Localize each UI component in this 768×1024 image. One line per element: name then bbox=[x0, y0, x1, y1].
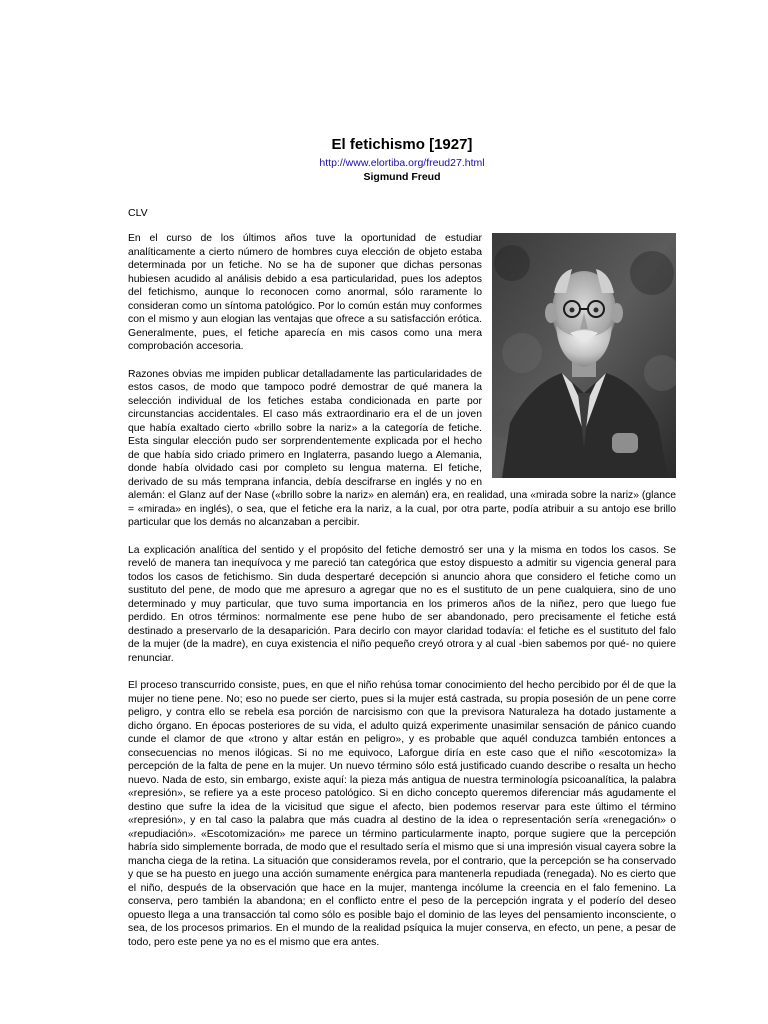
document-title: El fetichismo [1927] bbox=[331, 136, 473, 153]
paragraph-1: En el curso de los últimos años tuve la oportunidad de estudiar analíticamente a cierto número de hombres cuya elección de objeto estaba determinada por un fetiche. No se ha de suponer que dichas personas hubiesen acudido al análisis debido a esa particularidad, pues los adeptos del fetichismo, aunque lo reconocen como anormal, sólo raramente lo consideran como un síntoma patológico. Por lo común están muy conformes con el mismo y aun elogian las ventajas que ofrece a su satisfacción erótica. Generalmente, pues, el fetiche aparecía en mis casos como una mera comprobación accesoria. bbox=[128, 233, 482, 352]
paragraph-2: Razones obvias me impiden publicar detalladamente las particularidades de estos casos, de modo que tampoco podré demostrar de qué manera la selección individual de los fetiches estaba condicionada en parte por circunstancias accidentales. El caso más extraordinario era el de un joven que había exaltado cierto «brillo sobre la nariz» a la categoría de fetiche. Esta singular elección pudo ser sorprendentemente explicada por el hecho de que había sido criado primero en Inglaterra, pasando luego a Alemania, donde había olvidado casi por completo su lengua materna. El fetiche, derivado de su más temprana infancia, debía descifrarse en inglés y no en alemán: el Glanz auf der Nase («brillo sobre la nariz» en alemán) era, en realidad, una «mirada sobre la nariz» (glance = «mirada» en inglés), o sea, que el fetiche era la nariz, a la cual, por otra parte, podía atribuir a su antojo ese brillo particular que los demás no alcanzaban a percibir. bbox=[128, 368, 676, 528]
section-label: CLV bbox=[128, 207, 148, 219]
document-content bbox=[128, 136, 676, 963]
source-url-link[interactable]: http://www.elortiba.org/freud27.html bbox=[319, 157, 485, 169]
paragraph-4: El proceso transcurrido consiste, pues, en que el niño rehúsa tomar conocimiento del hecho percibido por él de que la mujer no tiene pene. No; eso no puede ser cierto, pues si la mujer está castrada, su propia posesión de un pene corre peligro, y contra ello se rebela esa porción de narcisismo con que la previsora Naturaleza ha dotado justamente a dicho órgano. En épocas posteriores de su vida, el adulto quizá experimente unasimilar sensación de pánico cuando cunde el clamor de que «trono y altar están en peligro», y es probable que aquél conduzca también entonces a consecuencias no menos ilógicas. Si no me equivoco, Laforgue diría en este caso que el niño «escotomiza» la percepción de la falta de pene en la mujer. Un nuevo término sólo está justificado cuando describe o resalta un hecho nuevo. Nada de esto, sin embargo, existe aquí: la pieza más antigua de nuestra terminología psicoanalítica, la palabra «represión», se refiere ya a este proceso patológico. Si en dicho concepto queremos diferenciar más agudamente el destino que sufre la idea de la vicisitud que sigue el afecto, bien podemos reservar para este último el término «represión», y en tal caso la palabra que más cuadra al destino de la idea o representación sería «renegación» o «repudiación». «Escotomización» me parece un término particularmente inapto, porque sugiere que la percepción habría sido simplemente borrada, de modo que el resultado sería el mismo que si una impresión visual cayera sobre la mancha ciega de la retina. La situación que consideramos revela, por el contrario, que la percepción se ha conservado y que se ha puesto en juego una acción sumamente enérgica para mantenerla repudiada (renegada). No es cierto que el niño, después de la observación que hace en la mujer, mantenga incólume la creencia en el falo femenino. La conserva, pero también la abandona; en el conflicto entre el peso de la percepción ingrata y el poderío del deseo opuesto llega a una transacción tal como sólo es posible bajo el dominio de las leyes del pensamiento inconsciente, o sea, de los procesos primarios. En el mundo de la realidad psíquica la mujer conserva, en efecto, un pene, a pesar de todo, pero este pene ya no es el mismo que era antes. bbox=[128, 680, 676, 948]
author-portrait-photo bbox=[492, 233, 676, 478]
paragraph-3: La explicación analítica del sentido y el propósito del fetiche demostró ser una y la misma en todos los casos. Se reveló de manera tan inequívoca y me pareció tan categórica que estoy dispuesto a admitir su vigencia general para todos los casos de fetichismo. Sin duda despertaré decepción si anuncio ahora que considero el fetiche como un sustituto del pene, de modo que me apresuro a agregar que no es el sustituto de un pene cualquiera, sino de uno determinado y muy particular, que tuvo suma importancia en los primeros años de la niñez, pero que luego fue perdido. En otros términos: normalmente ese pene hubo de ser abandonado, pero precisamente el fetiche está destinado a preservarlo de la desaparición. Para decirlo con mayor claridad todavía: el fetiche es el sustituto del falo de la mujer (de la madre), en cuya existencia el niño pequeño creyó otrora y al cual -bien sabemos por qué- no quiere renunciar. bbox=[128, 544, 676, 664]
author-name: Sigmund Freud bbox=[363, 171, 441, 183]
